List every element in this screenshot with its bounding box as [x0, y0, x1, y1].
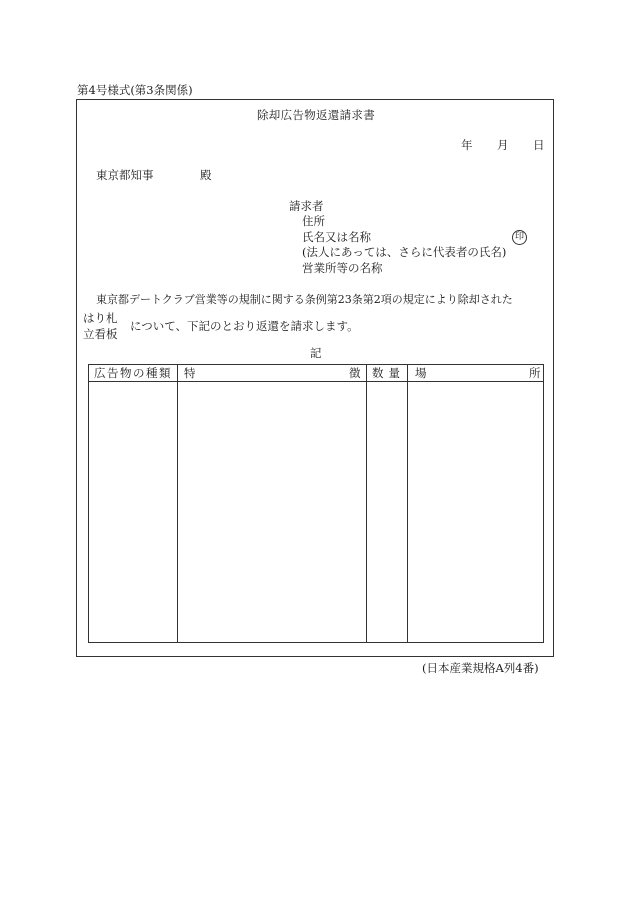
- table-divider-2: [366, 365, 367, 642]
- header-ad-type: 広告物の種類: [94, 366, 172, 380]
- form-number: 第4号様式(第3条関係): [77, 83, 193, 97]
- date-year: 年: [461, 138, 473, 152]
- ki-heading: 記: [310, 346, 322, 360]
- table-header-line: [89, 381, 543, 382]
- date-day: 日: [533, 138, 545, 152]
- requester-name: 氏名又は名称: [302, 230, 371, 244]
- requester-heading: 請求者: [289, 199, 324, 213]
- item-harifuda: はり札: [83, 311, 118, 325]
- seal-mark: 印: [512, 230, 527, 245]
- body-line-1: 東京都デートクラブ営業等の規制に関する条例第23条第2項の規定により除却された: [96, 293, 513, 306]
- footer-note: (日本産業規格A列4番): [422, 661, 539, 675]
- item-tatekanban: 立看板: [83, 327, 118, 341]
- table-divider-3: [407, 365, 408, 642]
- body-line-2: について、下記のとおり返還を請求します。: [130, 319, 359, 333]
- requester-address: 住所: [302, 214, 325, 228]
- date-month: 月: [497, 138, 509, 152]
- table-divider-1: [177, 365, 178, 642]
- addressee-name: 東京都知事: [96, 168, 154, 182]
- requester-corp-note: (法人にあっては、さらに代表者の氏名): [302, 245, 507, 259]
- header-feature-end: 徴: [349, 366, 361, 380]
- header-quantity: 数量: [372, 366, 405, 380]
- requester-office: 営業所等の名称: [302, 261, 383, 275]
- items-table: [88, 364, 544, 643]
- form-title: 除却広告物返還請求書: [257, 108, 375, 122]
- header-place-start: 場: [415, 366, 427, 380]
- addressee-honorific: 殿: [200, 168, 212, 182]
- header-place-end: 所: [529, 366, 541, 380]
- header-feature-start: 特: [184, 366, 196, 380]
